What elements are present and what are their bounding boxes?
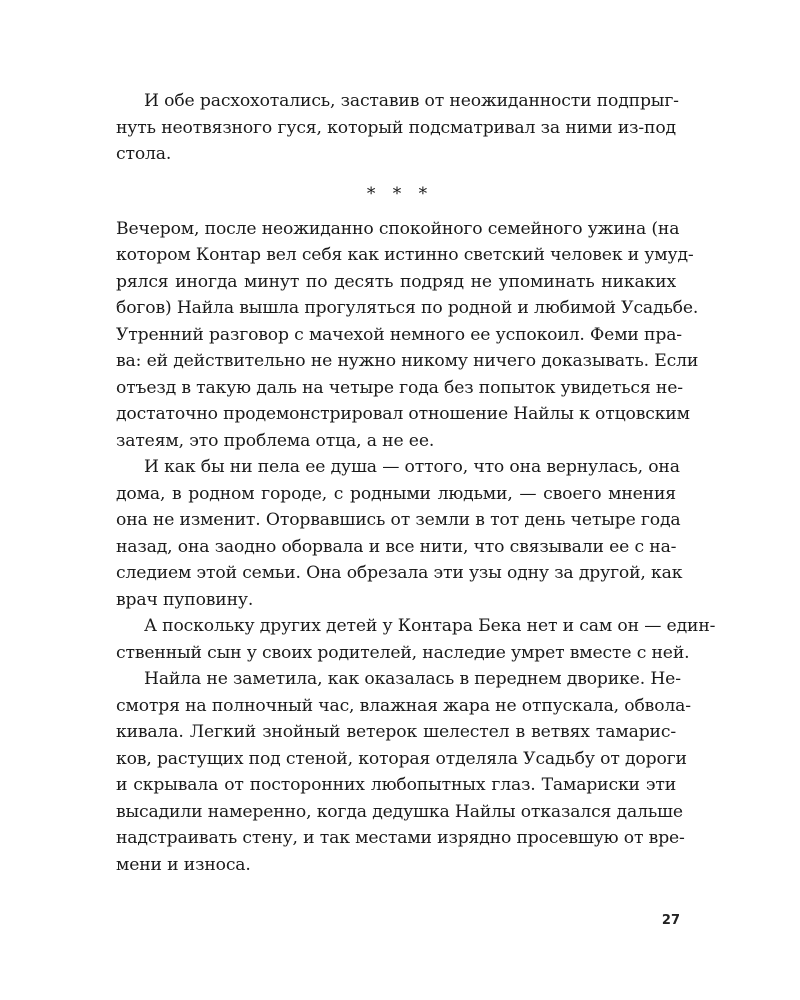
text-line: нуть неотвязного гуся, который подсматривал за ними из-под	[116, 117, 676, 138]
text-line: ва: ей действительно не нужно никому ничего доказывать. Если	[116, 351, 699, 371]
text-line: она не изменит. Оторвавшись от земли в тот день четыре года	[116, 510, 681, 530]
text-line: назад, она заодно оборвала и все нити, что связывали ее с на-	[116, 536, 677, 557]
text-line: дома, в родном городе, с родными людьми, — своего мнения	[116, 483, 676, 504]
page-number: 27	[661, 913, 680, 928]
text-line: стола.	[116, 144, 172, 164]
paragraph	[116, 216, 699, 455]
text-line: Найла не заметила, как оказалась в переднем дворике. Не-	[144, 669, 681, 689]
text-line: кивала. Легкий знойный ветерок шелестел в ветвях тамарис-	[116, 722, 676, 742]
text-line: мени и износа.	[116, 854, 251, 875]
text-line: отъезд в такую даль на четыре года без попыток увидеться не-	[116, 377, 683, 398]
text-line: достаточно продемонстрировал отношение Найлы к отцовским	[116, 404, 690, 424]
text-line: котором Контар вел себя как истинно светский человек и умуд-	[116, 245, 694, 265]
text-line: И обе расхохотались, заставив от неожиданности подпрыг-	[144, 91, 679, 111]
text-line: высадили намеренно, когда дедушка Найлы отказался дальше	[116, 801, 683, 822]
text-line: Вечером, после неожиданно спокойного семейного ужина (на	[116, 218, 680, 239]
section-separator: * * *	[366, 183, 434, 204]
text-line: затеям, это проблема отца, а не ее.	[116, 430, 435, 451]
paragraph	[116, 88, 679, 168]
paragraph	[116, 613, 716, 666]
text-line: богов) Найла вышла прогуляться по родной и любимой Усадьбе.	[116, 298, 699, 318]
paragraph	[116, 454, 683, 613]
text-line: надстраивать стену, и так местами изрядно просевшую от вре-	[116, 828, 685, 848]
text-line: рялся иногда минут по десять подряд не упоминать никаких	[116, 271, 676, 292]
text-line: И как бы ни пела ее душа — оттого, что она вернулась, она	[144, 457, 680, 477]
text-line: врач пуповину.	[116, 589, 254, 610]
page-body	[116, 88, 716, 878]
text-line: ственный сын у своих родителей, наследие умрет вместе с ней.	[116, 642, 690, 663]
paragraph	[116, 666, 691, 878]
text-line: А поскольку других детей у Контара Бека нет и сам он — един-	[144, 616, 716, 636]
text-line: следием этой семьи. Она обрезала эти узы одну за другой, как	[116, 563, 683, 583]
text-line: смотря на полночный час, влажная жара не отпускала, обвола-	[116, 695, 691, 716]
text-line: Утренний разговор с мачехой немного ее успокоил. Феми пра-	[116, 324, 682, 345]
text-line: и скрывала от посторонних любопытных глаз. Тамариски эти	[116, 775, 676, 795]
text-line: ков, растущих под стеной, которая отделяла Усадьбу от дороги	[116, 748, 687, 769]
